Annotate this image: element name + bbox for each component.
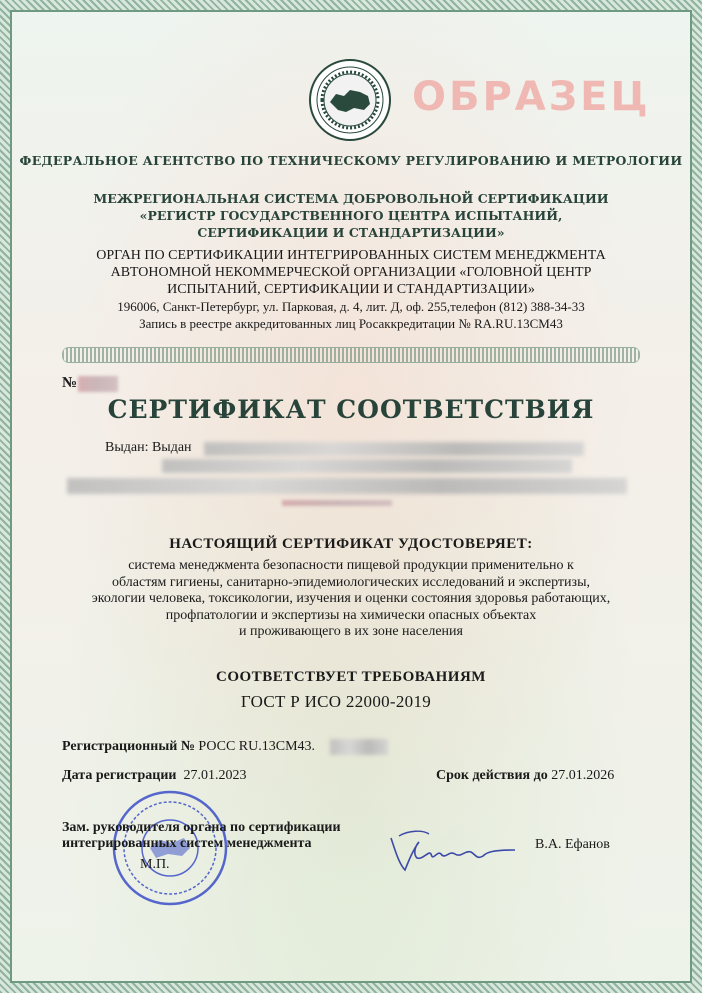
agency-title: ФЕДЕРАЛЬНОЕ АГЕНТСТВО ПО ТЕХНИЧЕСКОМУ РЕГУЛИРОВАНИЮ И МЕТРОЛОГИИ: [19, 153, 683, 168]
issued-label: Выдан:: [105, 440, 149, 455]
redacted-issued-line: [204, 442, 584, 456]
signer-title: [62, 820, 341, 852]
scope-line: профпатологии и экспертизы на химически опасных объектах: [165, 607, 537, 623]
russia-map-seal-icon: [308, 58, 392, 142]
registration-date-label: Дата регистрации: [62, 768, 177, 783]
redacted-issued-line: [282, 500, 392, 506]
system-line: МЕЖРЕГИОНАЛЬНАЯ СИСТЕМА ДОБРОВОЛЬНОЙ СЕРТИФИКАЦИИ: [93, 191, 609, 206]
signer-name: В.А. Ефанов: [535, 837, 610, 852]
watermark: ОБРАЗЕЦ: [412, 74, 651, 120]
signer-title-line: Зам. руководителя органа по сертификации: [62, 820, 341, 835]
issued-value: Выдан: [151, 440, 192, 455]
organ-title: [12, 247, 690, 298]
registration-date-row: [62, 768, 247, 784]
scope-line: система менеджмента безопасности пищевой продукции применительно к: [128, 558, 574, 573]
validity-label: Срок действия до: [436, 768, 548, 783]
scope-line: областям гигиены, санитарно-эпидемиологических исследований и экспертизы,: [112, 574, 590, 590]
organ-line: ОРГАН ПО СЕРТИФИКАЦИИ ИНТЕГРИРОВАННЫХ СИСТЕМ МЕНЕДЖМЕНТА: [96, 248, 606, 263]
stamp-label: М.П.: [140, 857, 170, 872]
registration-date-value: 27.01.2023: [183, 768, 247, 783]
redacted-registration: [330, 739, 388, 755]
address: 196006, Санкт-Петербург, ул. Парковая, д. 4, лит. Д, оф. 255,телефон (812) 388-34-33: [117, 299, 585, 314]
certification-scope: [12, 558, 690, 641]
certificate-sheet: [10, 10, 692, 983]
certificate-title: СЕРТИФИКАТ СООТВЕТСТВИЯ: [107, 395, 595, 424]
registration-label: Регистрационный №: [62, 739, 195, 754]
organ-line: ИСПЫТАНИЙ, СЕРТИФИКАЦИИ И СТАНДАРТИЗАЦИИ»: [167, 282, 535, 297]
ornament-divider: [62, 347, 640, 363]
registration-value: РОСС RU.13СМ43.: [198, 739, 316, 754]
redacted-number: [78, 376, 118, 392]
registry-record: Запись в реестре аккредитованных лиц Росаккредитации № RA.RU.13СМ43: [139, 316, 563, 331]
system-title: [12, 190, 690, 241]
scope-line: и проживающего в их зоне населения: [239, 624, 463, 640]
organ-line: АВТОНОМНОЙ НЕКОММЕРЧЕСКОЙ ОРГАНИЗАЦИИ «ГОЛОВНОЙ ЦЕНТР: [110, 265, 592, 280]
standard: ГОСТ Р ИСО 22000-2019: [240, 692, 432, 711]
redacted-issued-line: [67, 478, 627, 494]
certifies-heading: НАСТОЯЩИЙ СЕРТИФИКАТ УДОСТОВЕРЯЕТ:: [169, 536, 533, 552]
system-line: «РЕГИСТР ГОСУДАРСТВЕННОГО ЦЕНТРА ИСПЫТАНИЙ,: [139, 208, 563, 223]
complies-heading: СООТВЕТСТВУЕТ ТРЕБОВАНИЯМ: [216, 669, 486, 685]
system-line: СЕРТИФИКАЦИИ И СТАНДАРТИЗАЦИИ»: [197, 225, 505, 240]
validity-value: 27.01.2026: [551, 768, 615, 783]
certificate-number-label: №: [62, 375, 78, 391]
signer-title-line: интегрированных систем менеджмента: [62, 836, 312, 851]
signature-icon: [379, 820, 519, 880]
validity-row: [436, 768, 614, 784]
issued-row: [105, 440, 192, 456]
redacted-issued-line: [162, 459, 572, 473]
registration-row: [62, 739, 315, 755]
scope-line: экологии человека, токсикологии, изучения и оценки состояния здоровья работающих,: [91, 591, 611, 607]
